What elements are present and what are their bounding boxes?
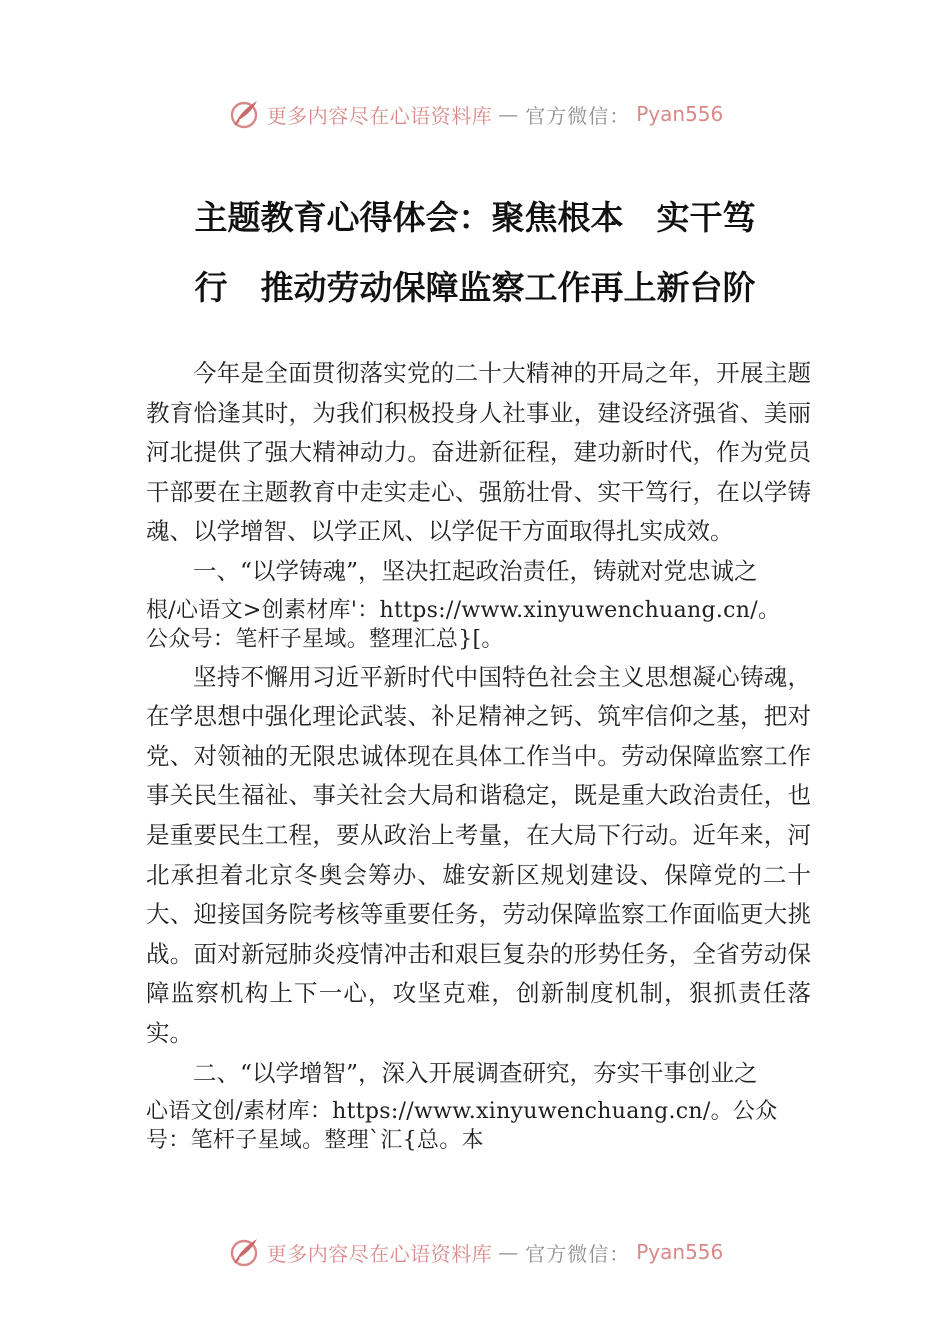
watermark-wechat-label: 官方微信： xyxy=(525,103,631,128)
watermark-brand: 更多内容尽在心语资料库 xyxy=(266,1241,493,1266)
watermark-separator: — xyxy=(498,102,520,126)
paragraph-section-1: 坚持不懈用习近平新时代中国特色社会主义思想凝心铸魂，在学思想中强化理论武装、补足精神之钙、筑牢信仰之基，把对党、对领袖的无限忠诚体现在具体工作当中。劳动保障监察工作事关民生福祉、事关社会大局和谐稳定，既是重大政治责任，也是重要民生工程，要从政治上考量，在大局下行动。近年来，河北承担着北京冬奥会筹办、雄安新区规划建设、保障党的二十大、迎接国务院考核等重要任务，劳动保障监察工作面临更大挑战。面对新冠肺炎疫情冲击和艰巨复杂的形势任务，全省劳动保障监察机构上下一心，攻坚克难，创新制度机制，狠抓责任落实。 xyxy=(146,662,811,1047)
watermark-wechat-label: 官方微信： xyxy=(525,1241,631,1266)
document-body xyxy=(146,354,811,1159)
quill-seal-logo-icon xyxy=(227,97,261,131)
document-title xyxy=(150,183,800,323)
watermark-banner-bottom xyxy=(0,1232,950,1272)
section-heading-1: 一、“以学铸魂”，坚决扛起政治责任，铸就对党忠诚之 xyxy=(193,556,758,585)
section-heading-2: 二、“以学增智”，深入开展调查研究，夯实干事创业之 xyxy=(193,1058,758,1087)
watermark-brand: 更多内容尽在心语资料库 xyxy=(266,103,493,128)
watermark-wechat-id: Pyan556 xyxy=(636,1240,724,1264)
note-2-line-2: 号：笔杆子星域。整理`汇{总。本 xyxy=(146,1128,484,1154)
note-1-line-2: 公众号：笔杆子星域。整理汇总}[。 xyxy=(146,626,504,652)
watermark-banner-top xyxy=(0,94,950,134)
note-1-line-1: 根/心语文>创素材库'：https://www.xinyuwenchuang.cn/。 xyxy=(146,597,781,623)
watermark-separator: — xyxy=(498,1240,520,1264)
quill-seal-logo-icon xyxy=(227,1235,261,1269)
inserted-source-note-2 xyxy=(146,1097,811,1155)
title-line-2: 行 推动劳动保障监察工作再上新台阶 xyxy=(194,268,756,307)
note-2-line-1: 心语文创/素材库：https://www.xinyuwenchuang.cn/。公众 xyxy=(146,1099,778,1125)
title-line-1: 主题教育心得体会：聚焦根本 实干笃 xyxy=(194,198,756,237)
watermark-wechat-id: Pyan556 xyxy=(636,102,724,126)
inserted-source-note-1 xyxy=(146,596,811,654)
paragraph-intro: 今年是全面贯彻落实党的二十大精神的开局之年，开展主题教育恰逢其时，为我们积极投身人社事业，建设经济强省、美丽河北提供了强大精神动力。奋进新征程，建功新时代，作为党员干部要在主题教育中走实走心、强筋壮骨、实干笃行，在以学铸魂、以学增智、以学正风、以学促干方面取得扎实成效。 xyxy=(146,359,811,546)
